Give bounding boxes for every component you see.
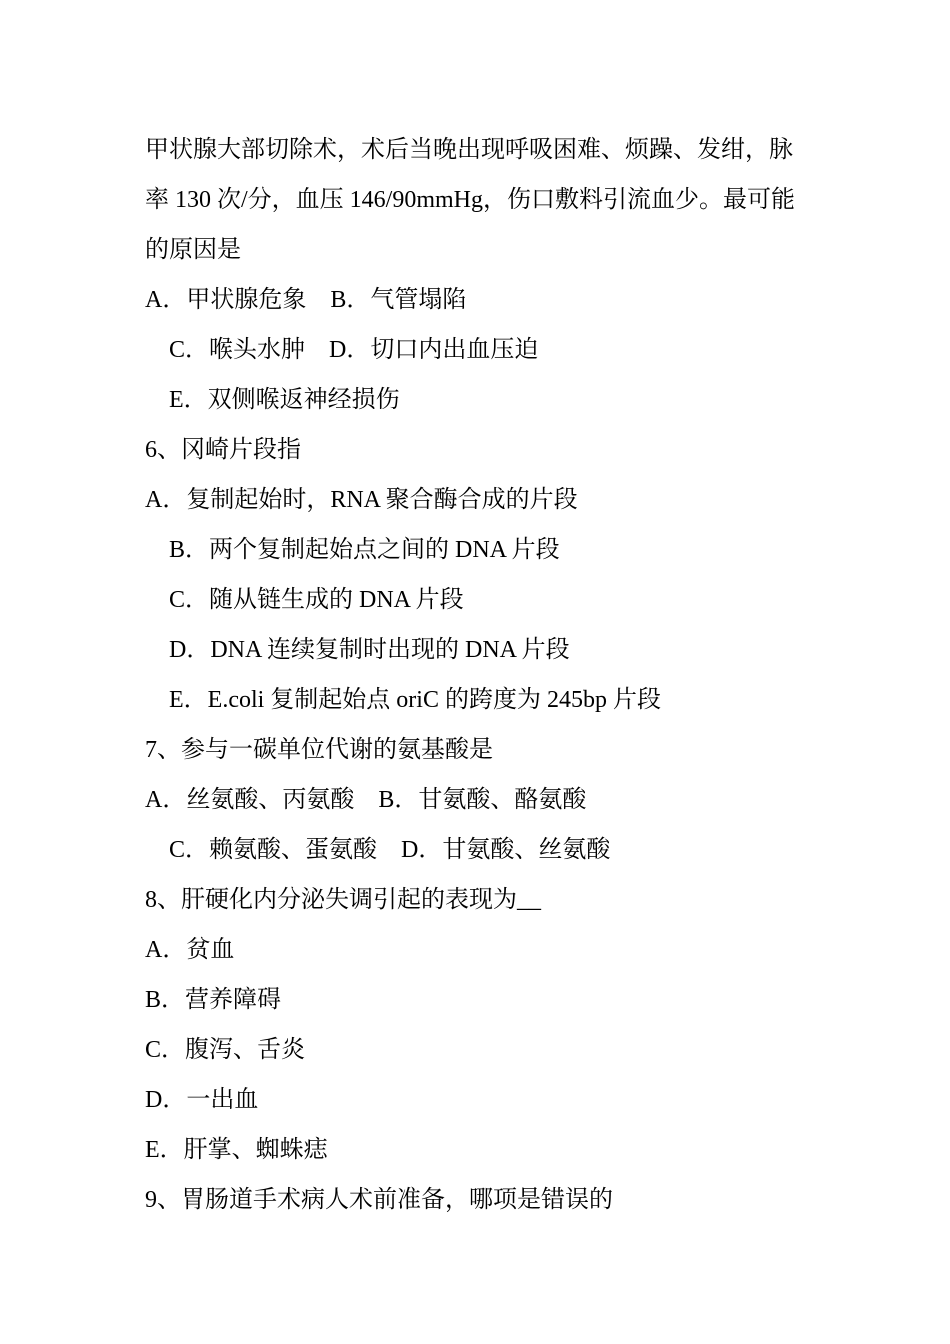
answer-option-line: B．两个复制起始点之间的 DNA 片段 [169,537,560,563]
question-7: 7、参与一碳单位代谢的氨基酸是 [145,737,493,763]
answer-option-line: B．营养障碍 [145,987,282,1013]
answer-option-line: A．复制起始时，RNA 聚合酶合成的片段 [145,487,578,513]
answer-option-line: D．一出血 [145,1087,259,1113]
text-line: 的原因是 [145,237,241,263]
answer-option-line: C．喉头水肿 D．切口内出血压迫 [169,337,539,363]
answer-option-line: C．腹泻、舌炎 [145,1037,306,1063]
answer-option-line: E．肝掌、蜘蛛痣 [145,1137,328,1163]
answer-option-line: E．双侧喉返神经损伤 [169,387,400,413]
answer-option-line: C．随从链生成的 DNA 片段 [169,587,464,613]
document-body [145,125,810,1225]
answer-option-line: E．E.coli 复制起始点 oriC 的跨度为 245bp 片段 [169,687,661,713]
answer-option-line: A．丝氨酸、丙氨酸 B．甘氨酸、酪氨酸 [145,787,587,813]
answer-option-line: C．赖氨酸、蛋氨酸 D．甘氨酸、丝氨酸 [169,837,611,863]
answer-option-line: D．DNA 连续复制时出现的 DNA 片段 [169,637,570,663]
text-line: 甲状腺大部切除术，术后当晚出现呼吸困难、烦躁、发绀，脉 [145,137,793,163]
answer-option-line: A．甲状腺危象 B．气管塌陷 [145,287,467,313]
text-line: 率 130 次/分，血压 146/90mmHg，伤口敷料引流血少。最可能 [145,187,796,213]
answer-option-line: A．贫血 [145,937,235,963]
question-8: 8、肝硬化内分泌失调引起的表现为__ [145,887,541,913]
question-9: 9、胃肠道手术病人术前准备，哪项是错误的 [145,1187,613,1213]
question-6: 6、冈崎片段指 [145,437,301,463]
